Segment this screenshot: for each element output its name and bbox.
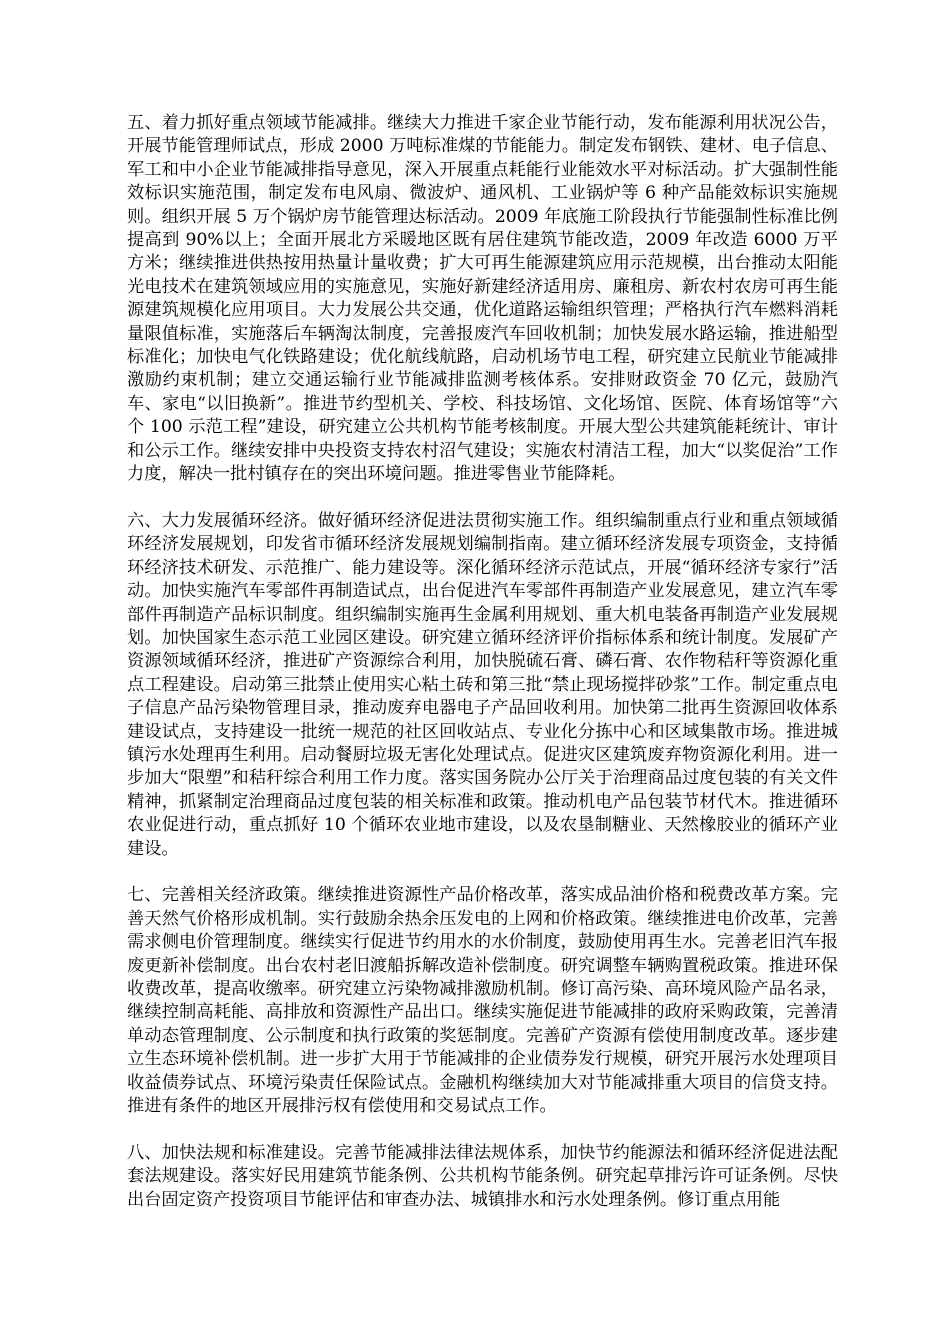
document-body	[124, 112, 838, 1212]
paragraph-circular-economy: 六、大力发展循环经济。做好循环经济促进法贯彻实施工作。组织编制重点行业和重点领域循环经济发展规划，印发省市循环经济发展规划编制指南。建立循环经济发展专项资金，支持循环经济技术研发、示范推广、能力建设等。深化循环经济示范试点，开展“循环经济专家行”活动。加快实施汽车零部件再制造试点，出台促进汽车零部件再制造产业发展意见，建立汽车零部件再制造产品标识制度。组织编制实施再生金属利用规划、重大机电装备再制造产业发展规划。加快国家生态示范工业园区建设。研究建立循环经济评价指标体系和统计制度。发展矿产资源领域循环经济，推进矿产资源综合利用，加快脱硫石膏、磷石膏、农作物秸秆等资源化重点工程建设。启动第三批禁止使用实心粘土砖和第三批“禁止现场搅拌砂浆”工作。制定重点电子信息产品污染物管理目录，推动废弃电器电子产品回收利用。加快第二批再生资源回收体系建设试点，支持建设一批统一规范的社区回收站点、专业化分拣中心和区域集散市场。推进城镇污水处理再生利用。启动餐厨垃圾无害化处理试点。促进灾区建筑废弃物资源化利用。进一步加大“限塑”和秸秆综合利用工作力度。落实国务院办公厅关于治理商品过度包装的有关文件精神，抓紧制定治理商品过度包装的相关标准和政策。推动机电产品包装节材代木。推进循环农业促进行动，重点抓好 10 个循环农业地市建设，以及农垦制糖业、天然橡胶业的循环产业建设。	[127, 510, 838, 859]
paragraph-laws-standards: 八、加快法规和标准建设。完善节能减排法律法规体系，加快节约能源法和循环经济促进法配套法规建设。落实好民用建筑节能条例、公共机构节能条例。研究起草排污许可证条例。尽快出台固定资产投资项目节能评估和审查办法、城镇排水和污水处理条例。修订重点用能	[127, 1142, 838, 1210]
paragraph-energy-saving: 五、着力抓好重点领域节能减排。继续大力推进千家企业节能行动，发布能源利用状况公告，开展节能管理师试点，形成 2000 万吨标准煤的节能能力。制定发布钢铁、建材、电子信息、军工和中小企业节能减排指导意见，深入开展重点耗能行业能效水平对标活动。扩大强制性能效标识实施范围，制定发布电风扇、微波炉、通风机、工业锅炉等 6 种产品能效标识实施规则。组织开展 5 万个锅炉房节能管理达标活动。2009 年底施工阶段执行节能强制性标准比例提高到 90%以上；全面开展北方采暖地区既有居住建筑节能改造，2009 年改造 6000 万平方米；继续推进供热按用热量计量收费；扩大可再生能源建筑应用示范规模，出台推动太阳能光电技术在建筑领域应用的实施意见，实施好新建经济适用房、廉租房、新农村农房可再生能源建筑规模化应用项目。大力发展公共交通，优化道路运输组织管理；严格执行汽车燃料消耗量限值标准，实施落后车辆淘汰制度，完善报废汽车回收机制；加快发展水路运输，推进船型标准化；加快电气化铁路建设；优化航线航路，启动机场节电工程，研究建立民航业节能减排激励约束机制；建立交通运输行业节能减排监测考核体系。安排财政资金 70 亿元，鼓励汽车、家电“以旧换新”。推进节约型机关、学校、科技场馆、文化场馆、医院、体育场馆等“六个 100 示范工程”建设，研究建立公共机构节能考核制度。开展大型公共建筑能耗统计、审计和公示工作。继续安排中央投资支持农村沼气建设；实施农村清洁工程，加大“以奖促治”工作力度，解决一批村镇存在的突出环境问题。推进零售业节能降耗。	[127, 113, 838, 485]
paragraph-economic-policy: 七、完善相关经济政策。继续推进资源性产品价格改革，落实成品油价格和税费改革方案。完善天然气价格形成机制。实行鼓励余热余压发电的上网和价格政策。继续推进电价改革，完善需求侧电价管理制度。继续实行促进节约用水的水价制度，鼓励使用再生水。完善老旧汽车报废更新补偿制度。出台农村老旧渡船拆解改造补偿制度。研究调整车辆购置税政策。推进环保收费改革，提高收缴率。研究建立污染物减排激励机制。修订高污染、高环境风险产品名录，继续控制高耗能、高排放和资源性产品出口。继续实施促进节能减排的政府采购政策，完善清单动态管理制度、公示制度和执行政策的奖惩制度。完善矿产资源有偿使用制度改革。逐步建立生态环境补偿机制。进一步扩大用于节能减排的企业债券发行规模，研究开展污水处理项目收益债券试点、环境污染责任保险试点。金融机构继续加大对节能减排重大项目的信贷支持。推进有条件的地区开展排污权有偿使用和交易试点工作。	[127, 885, 838, 1117]
